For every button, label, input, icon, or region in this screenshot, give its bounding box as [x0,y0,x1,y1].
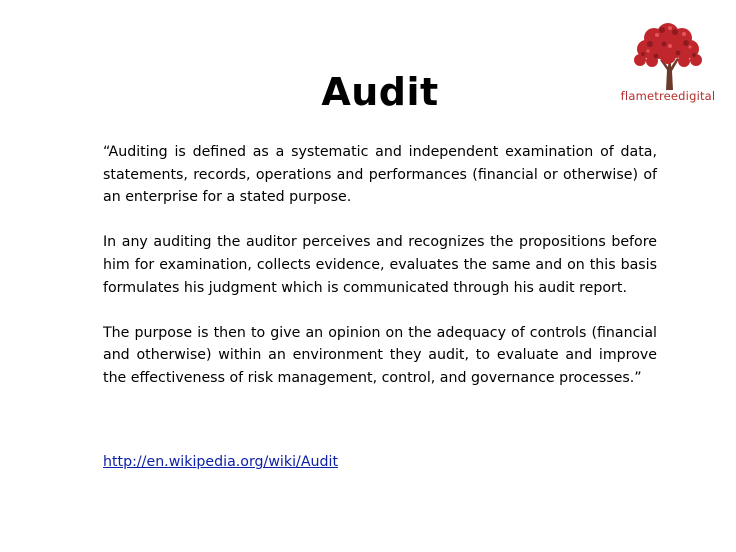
logo [612,18,724,108]
slide-body [103,141,657,390]
paragraph-purpose: The purpose is then to give an opinion on the adequacy of controls (financial and otherwise) within an environment they audit, to evaluate and improve the effectiveness of risk management, control, and governance processes.” [103,324,657,386]
source-link[interactable]: http://en.wikipedia.org/wiki/Audit [103,454,339,470]
slide-title: Audit [321,70,439,114]
red-tree-icon [612,18,724,90]
logo-text: flametreedigital [620,89,716,103]
paragraph-process: In any auditing the auditor perceives and recognizes the propositions before him for examination, collects evidence, evaluates the same and on this basis formulates his judgment which is communicated through his audit report. [103,234,657,296]
paragraph-definition: “Auditing is defined as a systematic and independent examination of data, statements, records, operations and performances (financial or otherwise) of an enterprise for a stated purpose. [103,144,657,206]
